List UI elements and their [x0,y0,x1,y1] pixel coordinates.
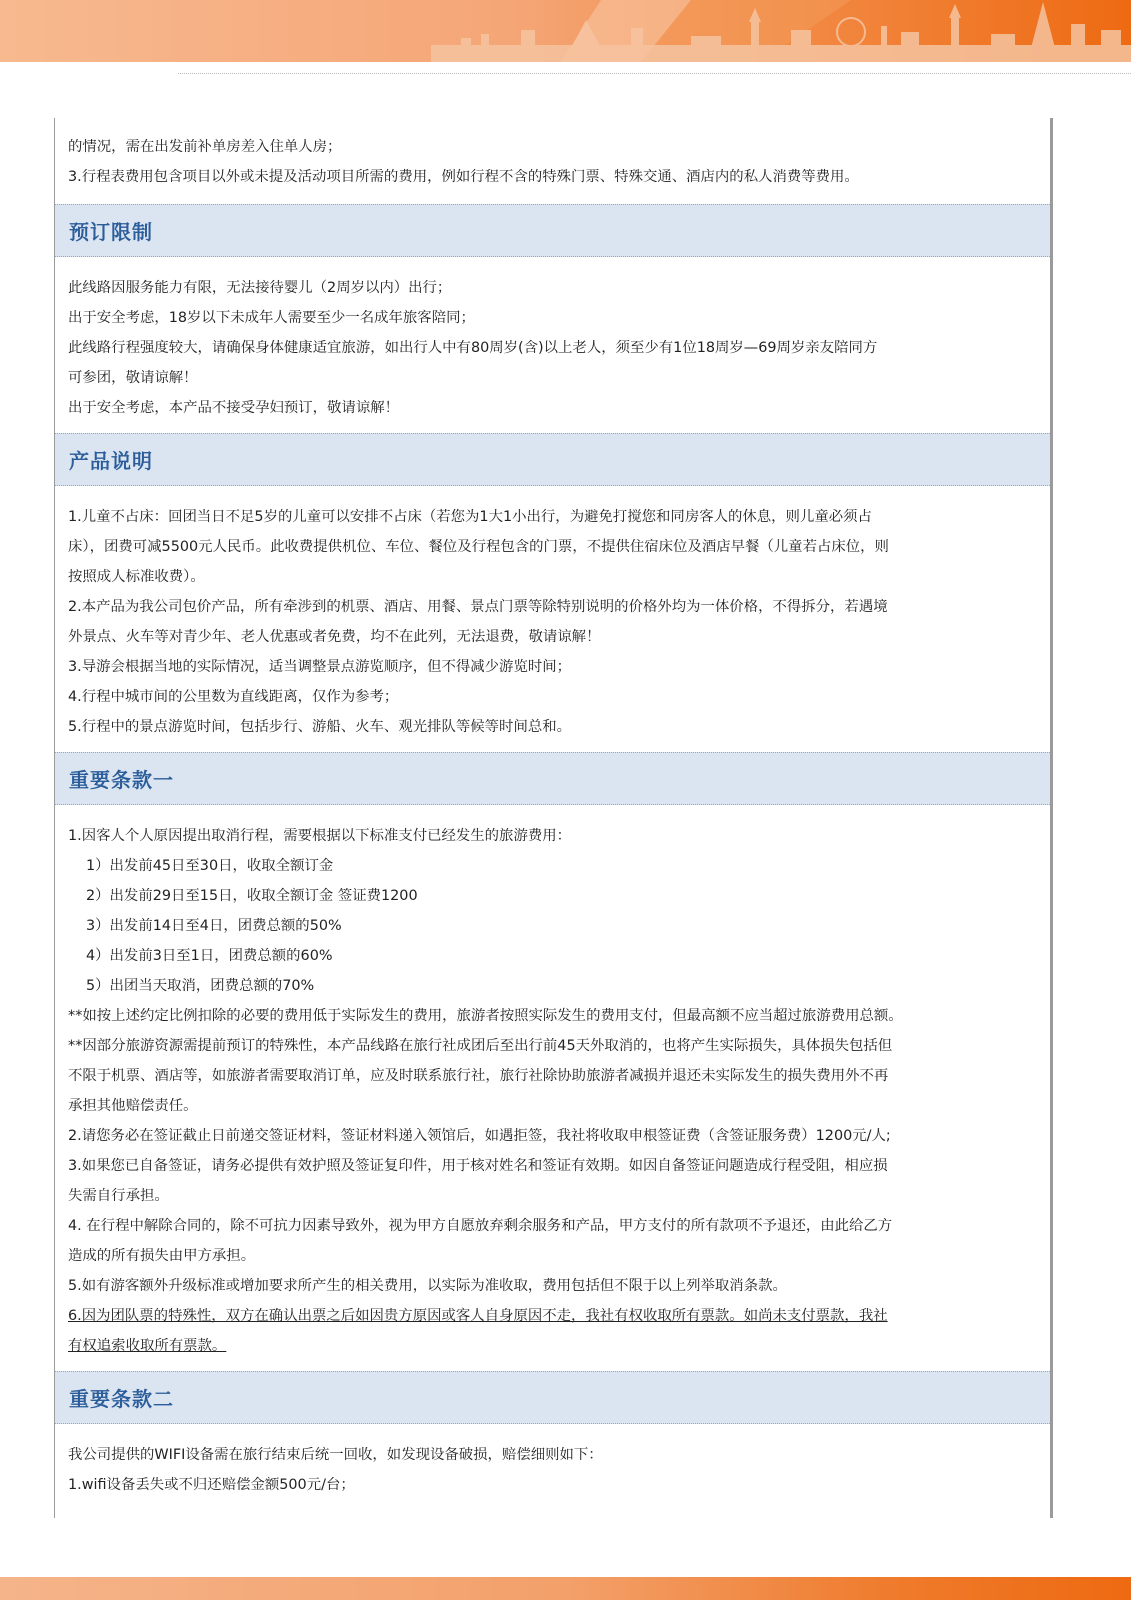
underlined-text-line: 6.因为团队票的特殊性，双方在确认出票之后如因贵方原因或客人自身原因不走，我社有权收取所有票款。如尚未支付票款，我社 [68,1308,888,1324]
section-title: 重要条款二 [69,1387,174,1411]
text-line: 按照成人标准收费）。 [68,569,205,585]
text-line: 4.行程中城市间的公里数为直线距离，仅作为参考； [68,689,399,705]
list-item: 4）出发前3日至1日，团费总额的60% [86,948,333,964]
text-line: 此线路行程强度较大，请确保身体健康适宜旅游，如出行人中有80周岁(含)以上老人，须至少有1位18周岁—69周岁亲友陪同方 [68,340,878,356]
section-body-booking [55,257,1050,433]
text-line: 1.因客人个人原因提出取消行程，需要根据以下标准支付已经发生的旅游费用： [68,828,572,844]
text-line: 此线路因服务能力有限，无法接待婴儿（2周岁以内）出行； [68,280,452,296]
text-line: 3.导游会根据当地的实际情况，适当调整景点游览顺序，但不得减少游览时间； [68,659,572,675]
text-line: 造成的所有损失由甲方承担。 [68,1248,256,1264]
list-item: 3）出发前14日至4日，团费总额的50% [86,918,342,934]
text-line: 的情况，需在出发前补单房差入住单人房； [68,139,342,155]
header-divider [178,73,1131,74]
intro-text [55,118,1050,204]
section-header-terms-2 [55,1371,1050,1424]
list-item: 1）出发前45日至30日，收取全额订金 [86,858,334,874]
text-line: **如按上述约定比例扣除的必要的费用低于实际发生的费用，旅游者按照实际发生的费用支付，但最高额不应当超过旅游费用总额。 [68,1008,903,1024]
text-line: 不限于机票、酒店等，如旅游者需要取消订单，应及时联系旅行社，旅行社除协助旅游者减损并退还未实际发生的损失费用外不再 [68,1068,889,1084]
text-line: 2.请您务必在签证截止日前递交签证材料，签证材料递入领馆后，如遇拒签，我社将收取申根签证费（含签证服务费）1200元/人; [68,1128,891,1144]
header-banner [0,0,1131,62]
text-line: 3.如果您已自备签证，请务必提供有效护照及签证复印件，用于核对姓名和签证有效期。如因自备签证问题造成行程受阻，相应损 [68,1158,888,1174]
text-line: **因部分旅游资源需提前预订的特殊性，本产品线路在旅行社成团后至出行前45天外取消的，也将产生实际损失，具体损失包括但 [68,1038,893,1054]
section-header-product [55,433,1050,486]
text-line: 4. 在行程中解除合同的，除不可抗力因素导致外，视为甲方自愿放弃剩余服务和产品，甲方支付的所有款项不予退还，由此给乙方 [68,1218,893,1234]
section-title: 预订限制 [69,220,153,244]
section-header-booking [55,204,1050,257]
city-skyline-icon [431,0,1131,62]
text-line: 我公司提供的WIFI设备需在旅行结束后统一回收，如发现设备破损，赔偿细则如下： [68,1447,603,1463]
text-line: 床），团费可减5500元人民币。此收费提供机位、车位、餐位及行程包含的门票，不提供住宿床位及酒店早餐（儿童若占床位，则 [68,539,889,555]
text-line: 1.wifi设备丢失或不归还赔偿金额500元/台； [68,1477,355,1493]
text-line: 2.本产品为我公司包价产品，所有牵涉到的机票、酒店、用餐、景点门票等除特别说明的价格外均为一体价格，不得拆分，若遇境 [68,599,888,615]
footer-banner [0,1577,1131,1600]
text-line: 承担其他赔偿责任。 [68,1098,198,1114]
text-line: 1.儿童不占床：回团当日不足5岁的儿童可以安排不占床（若您为1大1小出行，为避免打搅您和同房客人的休息，则儿童必须占 [68,509,872,525]
underlined-text-line: 有权追索收取所有票款。 [68,1338,227,1354]
text-line: 3.行程表费用包含项目以外或未提及活动项目所需的费用，例如行程不含的特殊门票、特殊交通、酒店内的私人消费等费用。 [68,169,859,185]
section-body-terms-1 [55,805,1050,1371]
section-title: 重要条款一 [69,768,174,792]
section-title: 产品说明 [69,449,153,473]
text-line: 出于安全考虑，18岁以下未成年人需要至少一名成年旅客陪同； [68,310,475,326]
list-item: 5）出团当天取消，团费总额的70% [86,978,315,994]
text-line: 5.如有游客额外升级标准或增加要求所产生的相关费用，以实际为准收取，费用包括但不限于以上列举取消条款。 [68,1278,787,1294]
text-line: 外景点、火车等对青少年、老人优惠或者免费，均不在此列，无法退费，敬请谅解！ [68,629,601,645]
section-body-product [55,486,1050,752]
text-line: 失需自行承担。 [68,1188,169,1204]
section-body-terms-2 [55,1424,1050,1512]
list-item: 2）出发前29日至15日，收取全额订金 签证费1200 [86,888,418,904]
text-line: 5.行程中的景点游览时间，包括步行、游船、火车、观光排队等候等时间总和。 [68,719,572,735]
itinerary-terms-box [54,118,1053,1518]
section-header-terms-1 [55,752,1050,805]
text-line: 出于安全考虑，本产品不接受孕妇预订，敬请谅解！ [68,400,399,416]
text-line: 可参团，敬请谅解！ [68,370,198,386]
